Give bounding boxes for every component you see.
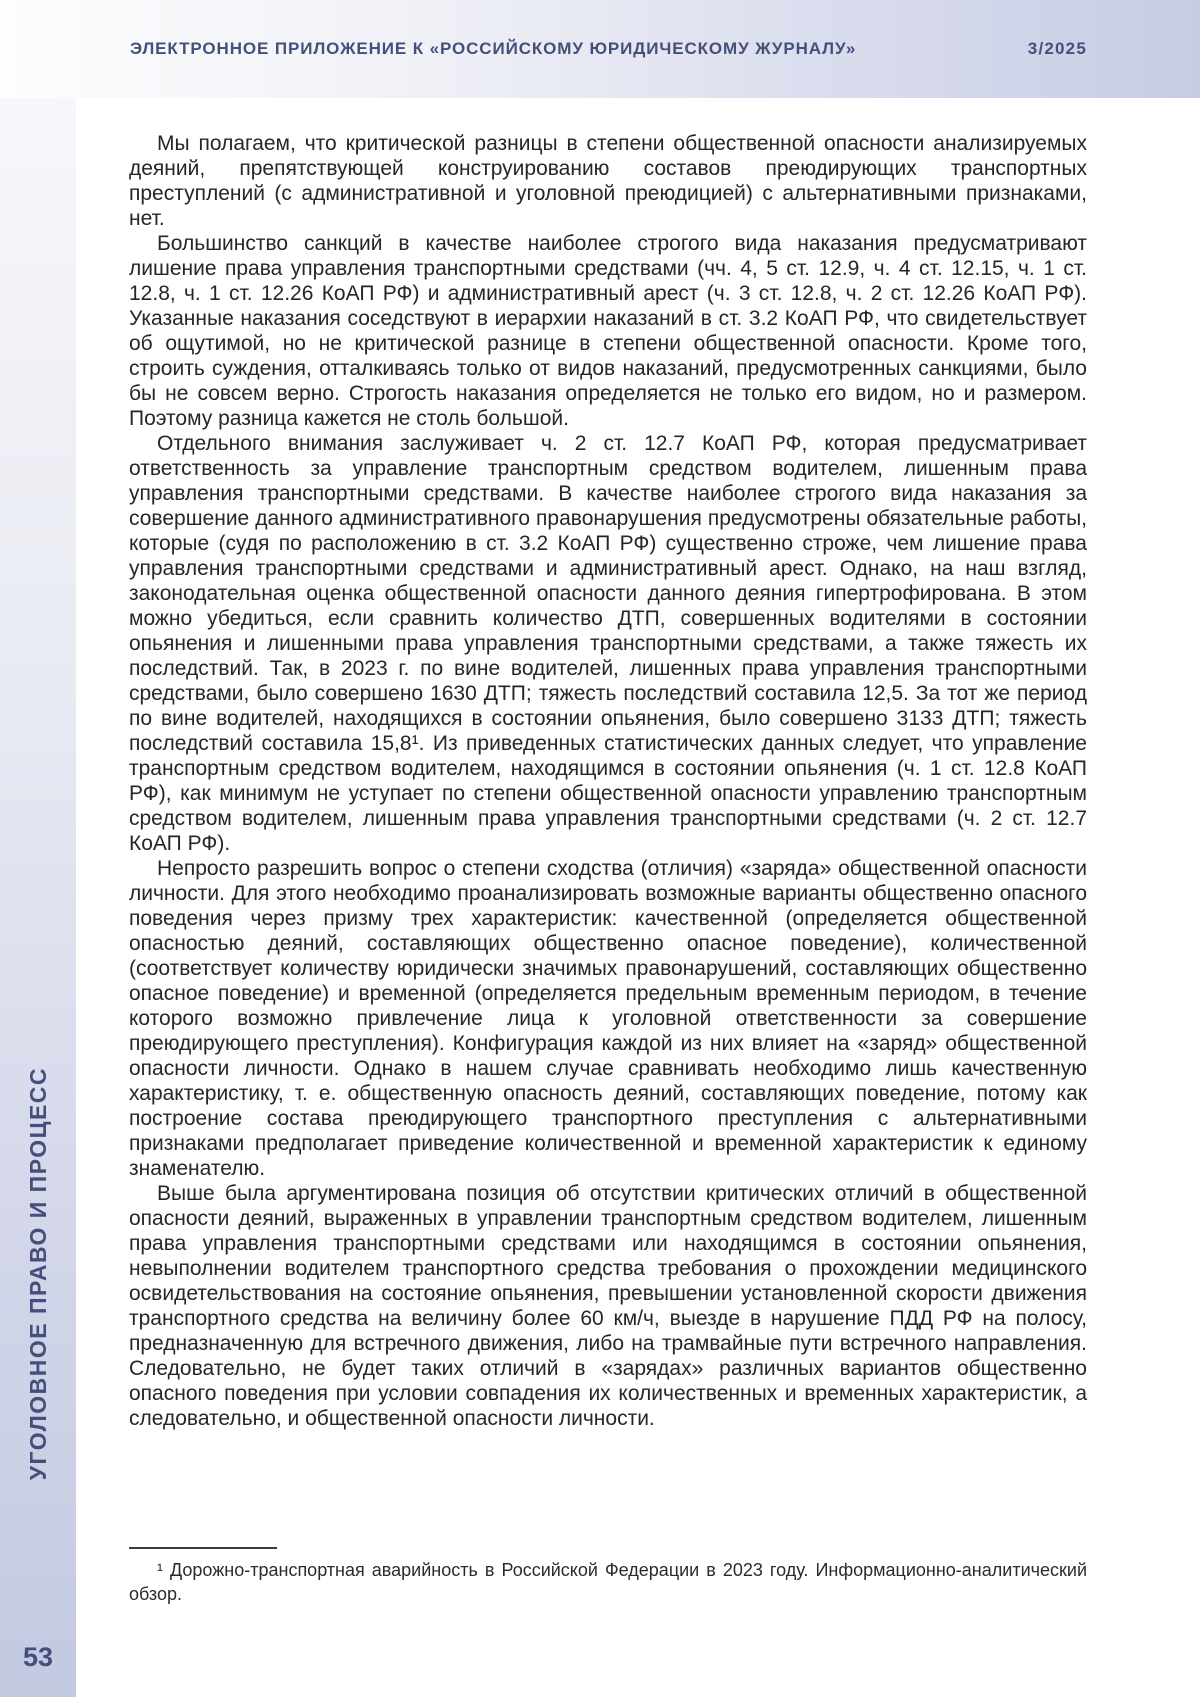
paragraph: Большинство санкций в качестве наиболее строгого вида наказания предусматривают лишение права управления транспортными средствами (чч. 4, 5 ст. 12.9, ч. 4 ст. 12.15, ч. 1 ст. 12.8, ч. 1 ст. 12.26 КоАП РФ) и административный арест (ч. 3 ст. 12.8, ч. 2 ст. 12.26 КоАП РФ). Указанные наказания соседствуют в иерархии наказаний в ст. 3.2 КоАП РФ, что свидетельствует об ощутимой, но не критической разнице в степени общественной опасности. Кроме того, строить суждения, отталкиваясь только от видов наказаний, предусмотренных санкциями, было бы не совсем верно. Строгость наказания определяется не только его видом, но и размером. Поэтому разница кажется не столь большой. bbox=[129, 232, 1087, 430]
journal-title: ЭЛЕКТРОННОЕ ПРИЛОЖЕНИЕ К «РОССИЙСКОМУ ЮРИДИЧЕСКОМУ ЖУРНАЛУ» bbox=[130, 39, 857, 58]
paragraph: Отдельного внимания заслуживает ч. 2 ст. 12.7 КоАП РФ, которая предусматривает ответственность за управление транспортным средством водителем, лишенным права управления транспортными средствами. В качестве наиболее строгого вида наказания за совершение данного административного правонарушения предусмотрены обязательные работы, которые (судя по расположению в ст. 3.2 КоАП РФ) существенно строже, чем лишение права управления транспортными средствами и административный арест. Однако, на наш взгляд, законодательная оценка общественной опасности данного деяния гипертрофирована. В этом можно убедиться, если сравнить количество ДТП, совершенных водителями в состоянии опьянения и лишенными права управления транспортными средствами, а также тяжесть их последствий. Так, в 2023 г. по вине водителей, лишенных права управления транспортными средствами, было совершено 1630 ДТП; тяжесть последствий составила 12,5. За тот же период по вине водителей, находящихся в состоянии опьянения, было совершено 3133 ДТП; тяжесть последствий составила 15,8¹. Из приведенных статистических данных следует, что управление транспортным средством водителем, находящимся в состоянии опьянения (ч. 1 ст. 12.8 КоАП РФ), как минимум не уступает по степени общественной опасности управлению транспортным средством водителем, лишенным права управления транспортными средствами (ч. 2 ст. 12.7 КоАП РФ). bbox=[129, 432, 1087, 855]
footnote-block bbox=[129, 1547, 1087, 1606]
section-title-vertical bbox=[0, 1066, 76, 1481]
sidebar-strip bbox=[0, 98, 76, 1697]
section-title-text: УГОЛОВНОЕ ПРАВО И ПРОЦЕСС bbox=[24, 1066, 51, 1481]
paragraph: Выше была аргументирована позиция об отсутствии критических отличий в общественной опасности деяний, выраженных в управлении транспортным средством водителем, лишенным права управления транспортными средствами или находящимся в состоянии опьянения, невыполнении водителем транспортного средства требования о прохождении медицинского освидетельствования на состояние опьянения, превышении установленной скорости движения транспортного средства на величину более 60 км/ч, выезде в нарушение ПДД РФ на полосу, предназначенную для встречного движения, либо на трамвайные пути встречного направления. Следовательно, не будет таких отличий в «зарядах» различных вариантов общественно опасного поведения при условии совпадения их количественных и временных характеристик, а следовательно, и общественной опасности личности. bbox=[129, 1182, 1087, 1430]
footnote-separator bbox=[129, 1547, 277, 1549]
page-header bbox=[0, 0, 1200, 98]
footnote-text: ¹ Дорожно-транспортная аварийность в Российской Федерации в 2023 году. Информационно-аналитический обзор. bbox=[129, 1560, 1087, 1604]
article-body bbox=[129, 131, 1087, 1431]
paragraph: Непросто разрешить вопрос о степени сходства (отличия) «заряда» общественной опасности личности. Для этого необходимо проанализировать возможные варианты общественно опасного поведения через призму трех характеристик: качественной (определяется общественной опасностью деяний, составляющих общественно опасное поведение), количественной (соответствует количеству юридически значимых правонарушений, составляющих общественно опасное поведение) и временной (определяется предельным временным периодом, в течение которого возможно привлечение лица к уголовной ответственности за совершение преюдирующего преступления). Конфигурация каждой из них влияет на «заряд» общественной опасности личности. Однако в нашем случае сравнивать необходимо лишь качественную характеристику, т. е. общественную опасность деяний, составляющих поведение, потому как построение состава преюдирующего транспортного преступления с альтернативными признаками предполагает приведение количественной и временной характеристик к единому знаменателю. bbox=[129, 857, 1087, 1180]
issue-number: 3/2025 bbox=[1027, 39, 1087, 58]
page-number: 53 bbox=[22, 1642, 54, 1672]
paragraph: Мы полагаем, что критической разницы в степени общественной опасности анализируемых деяний, препятствующей конструированию составов преюдирующих транспортных преступлений (с административной и уголовной преюдицией) с альтернативными признаками, нет. bbox=[129, 132, 1087, 230]
